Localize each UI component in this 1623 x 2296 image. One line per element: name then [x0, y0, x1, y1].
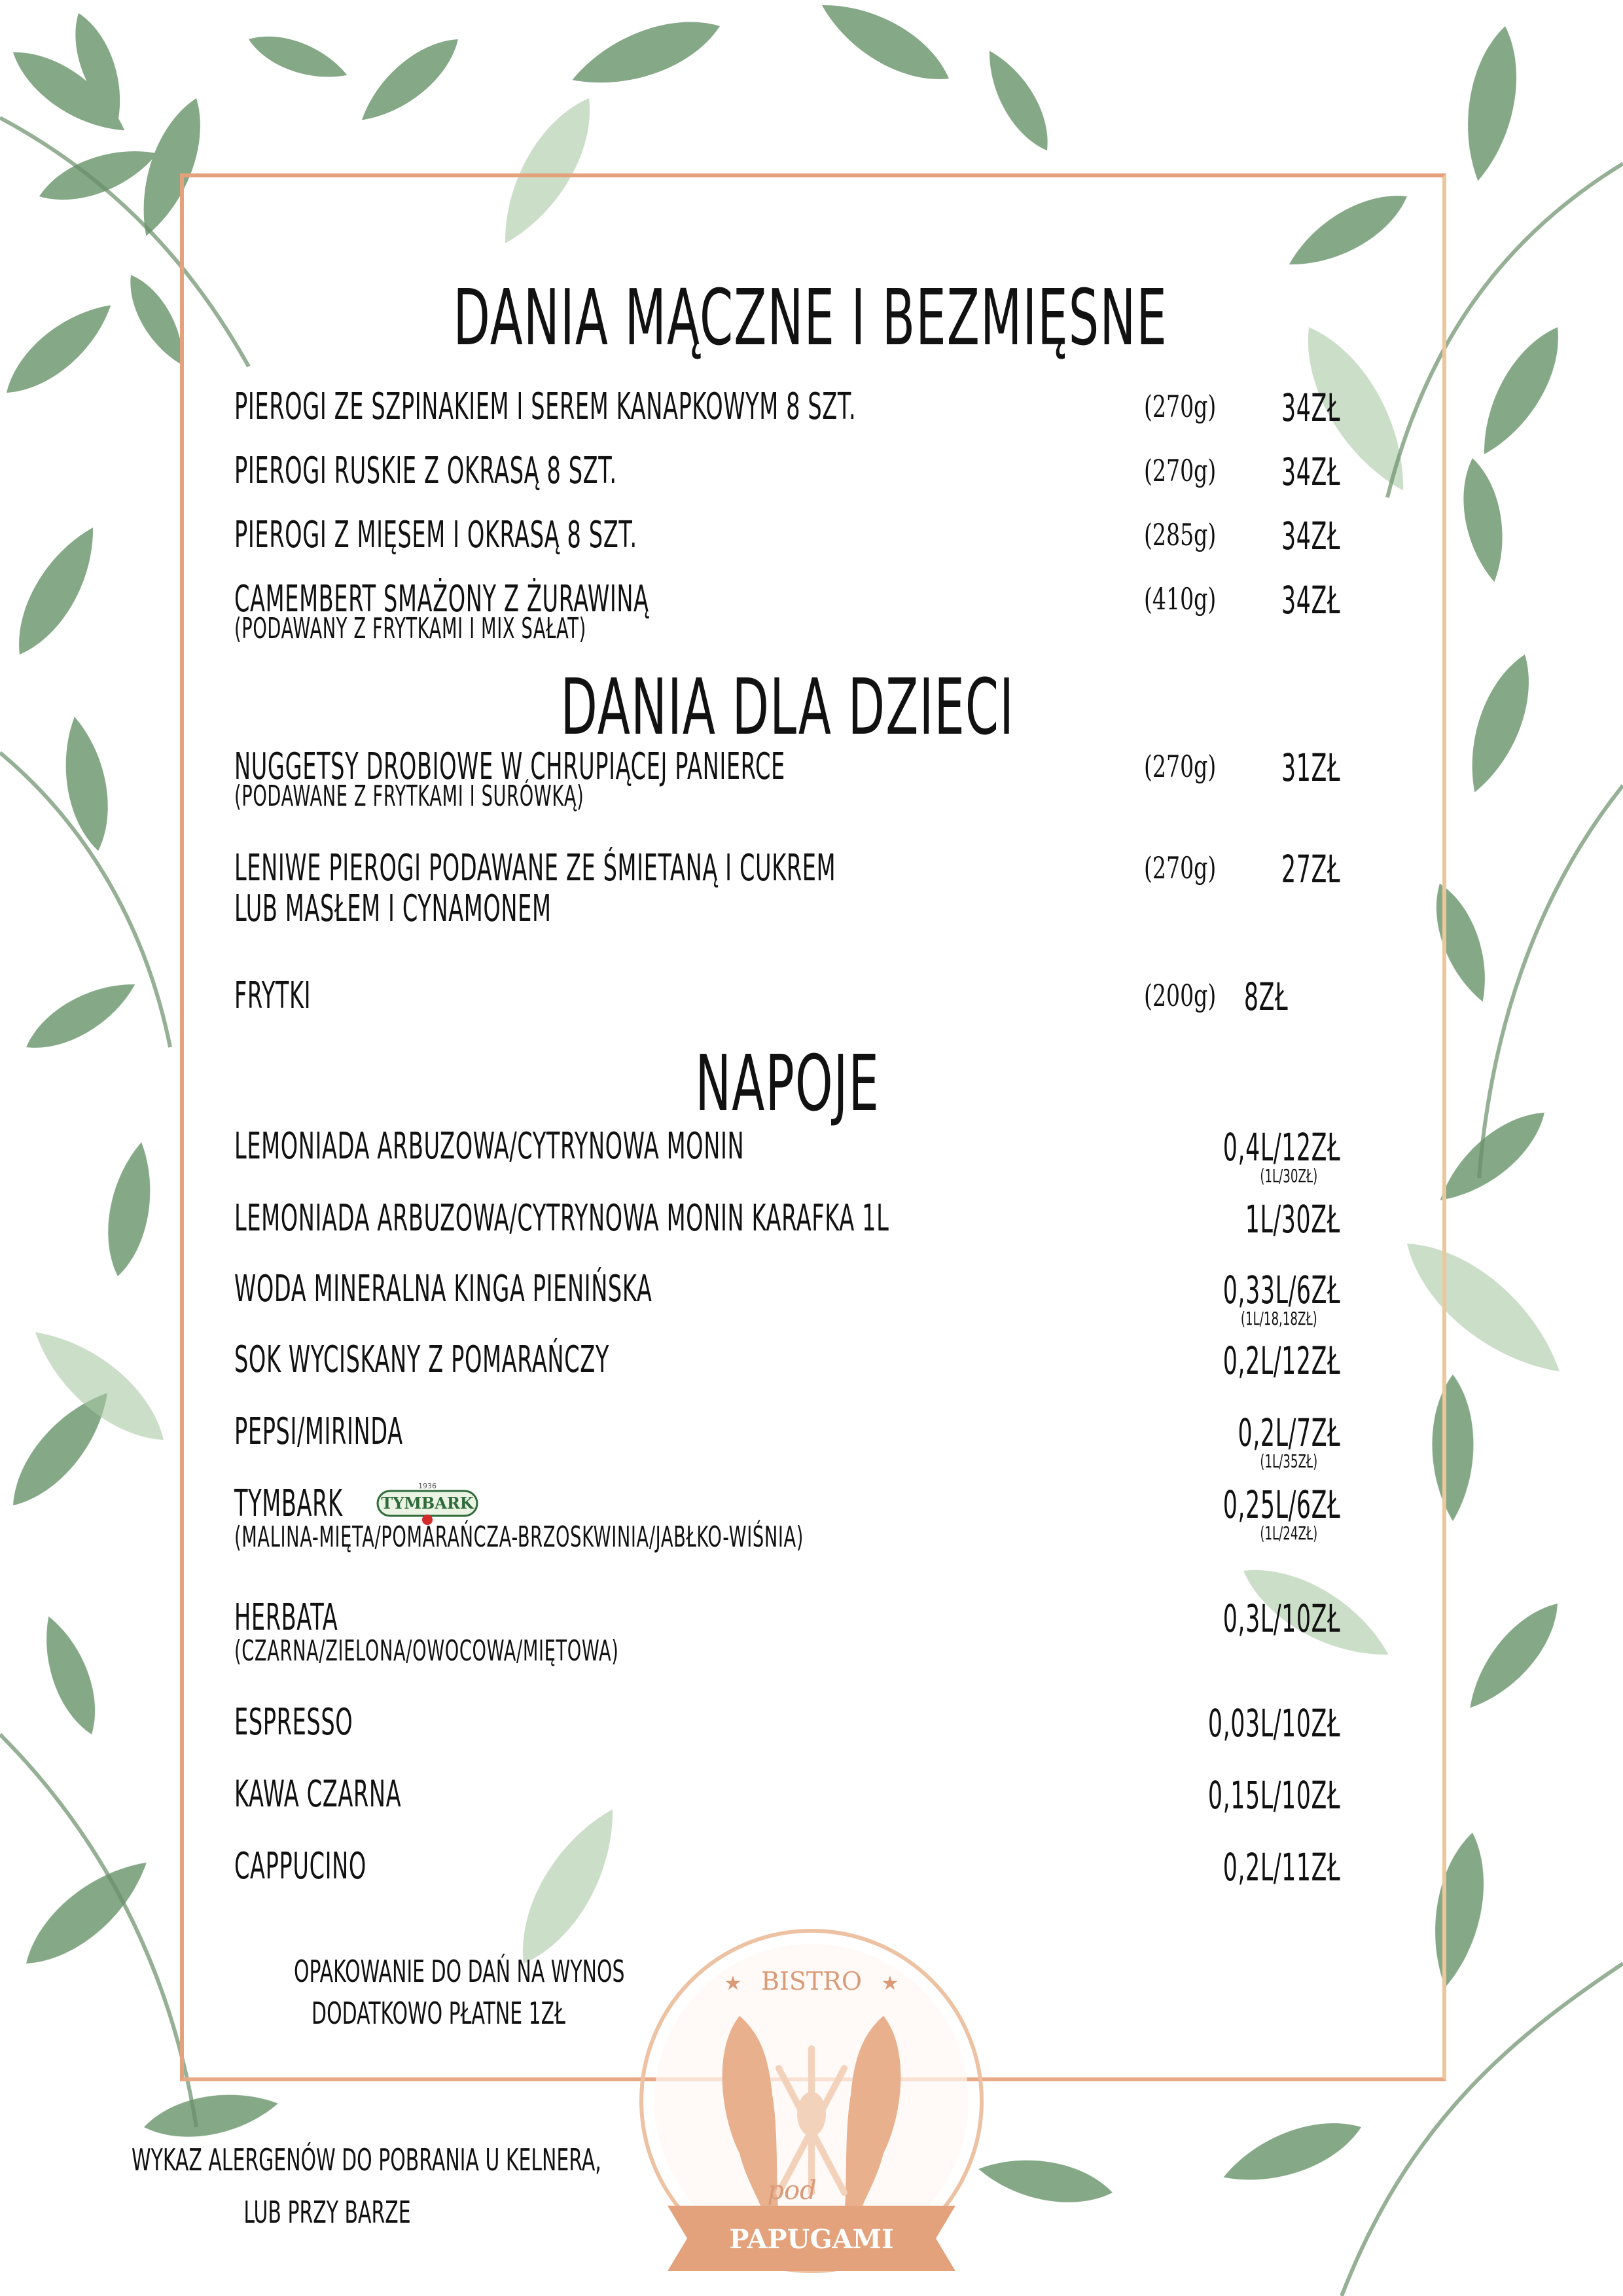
bistro-logo	[628, 1918, 995, 2284]
svg-text:1936: 1936	[418, 1482, 437, 1490]
allergen-note: WYKAZ ALERGENÓW DO POBRANIA U KELNERA, LUB PRZY BARZE	[132, 2142, 601, 2230]
packaging-note: OPAKOWANIE DO DAŃ NA WYNOS DODATKOWO PŁATNE 1ZŁ	[294, 1954, 625, 2031]
tymbark-logo-icon	[375, 1480, 480, 1526]
svg-text:PAPUGAMI: PAPUGAMI	[729, 2224, 894, 2255]
section-title-flour-dishes: DANIA MĄCZNE I BEZMIĘSNE	[453, 272, 1168, 363]
svg-text:BISTRO: BISTRO	[760, 1967, 863, 1996]
svg-text:★: ★	[881, 1972, 899, 1995]
section-title-kids: DANIA DLA DZIECI	[560, 662, 1014, 752]
svg-text:TYMBARK: TYMBARK	[381, 1494, 474, 1513]
section-title-drinks: NAPOJE	[695, 1038, 880, 1128]
svg-text:pod: pod	[767, 2176, 817, 2206]
svg-text:★: ★	[724, 1972, 742, 1995]
